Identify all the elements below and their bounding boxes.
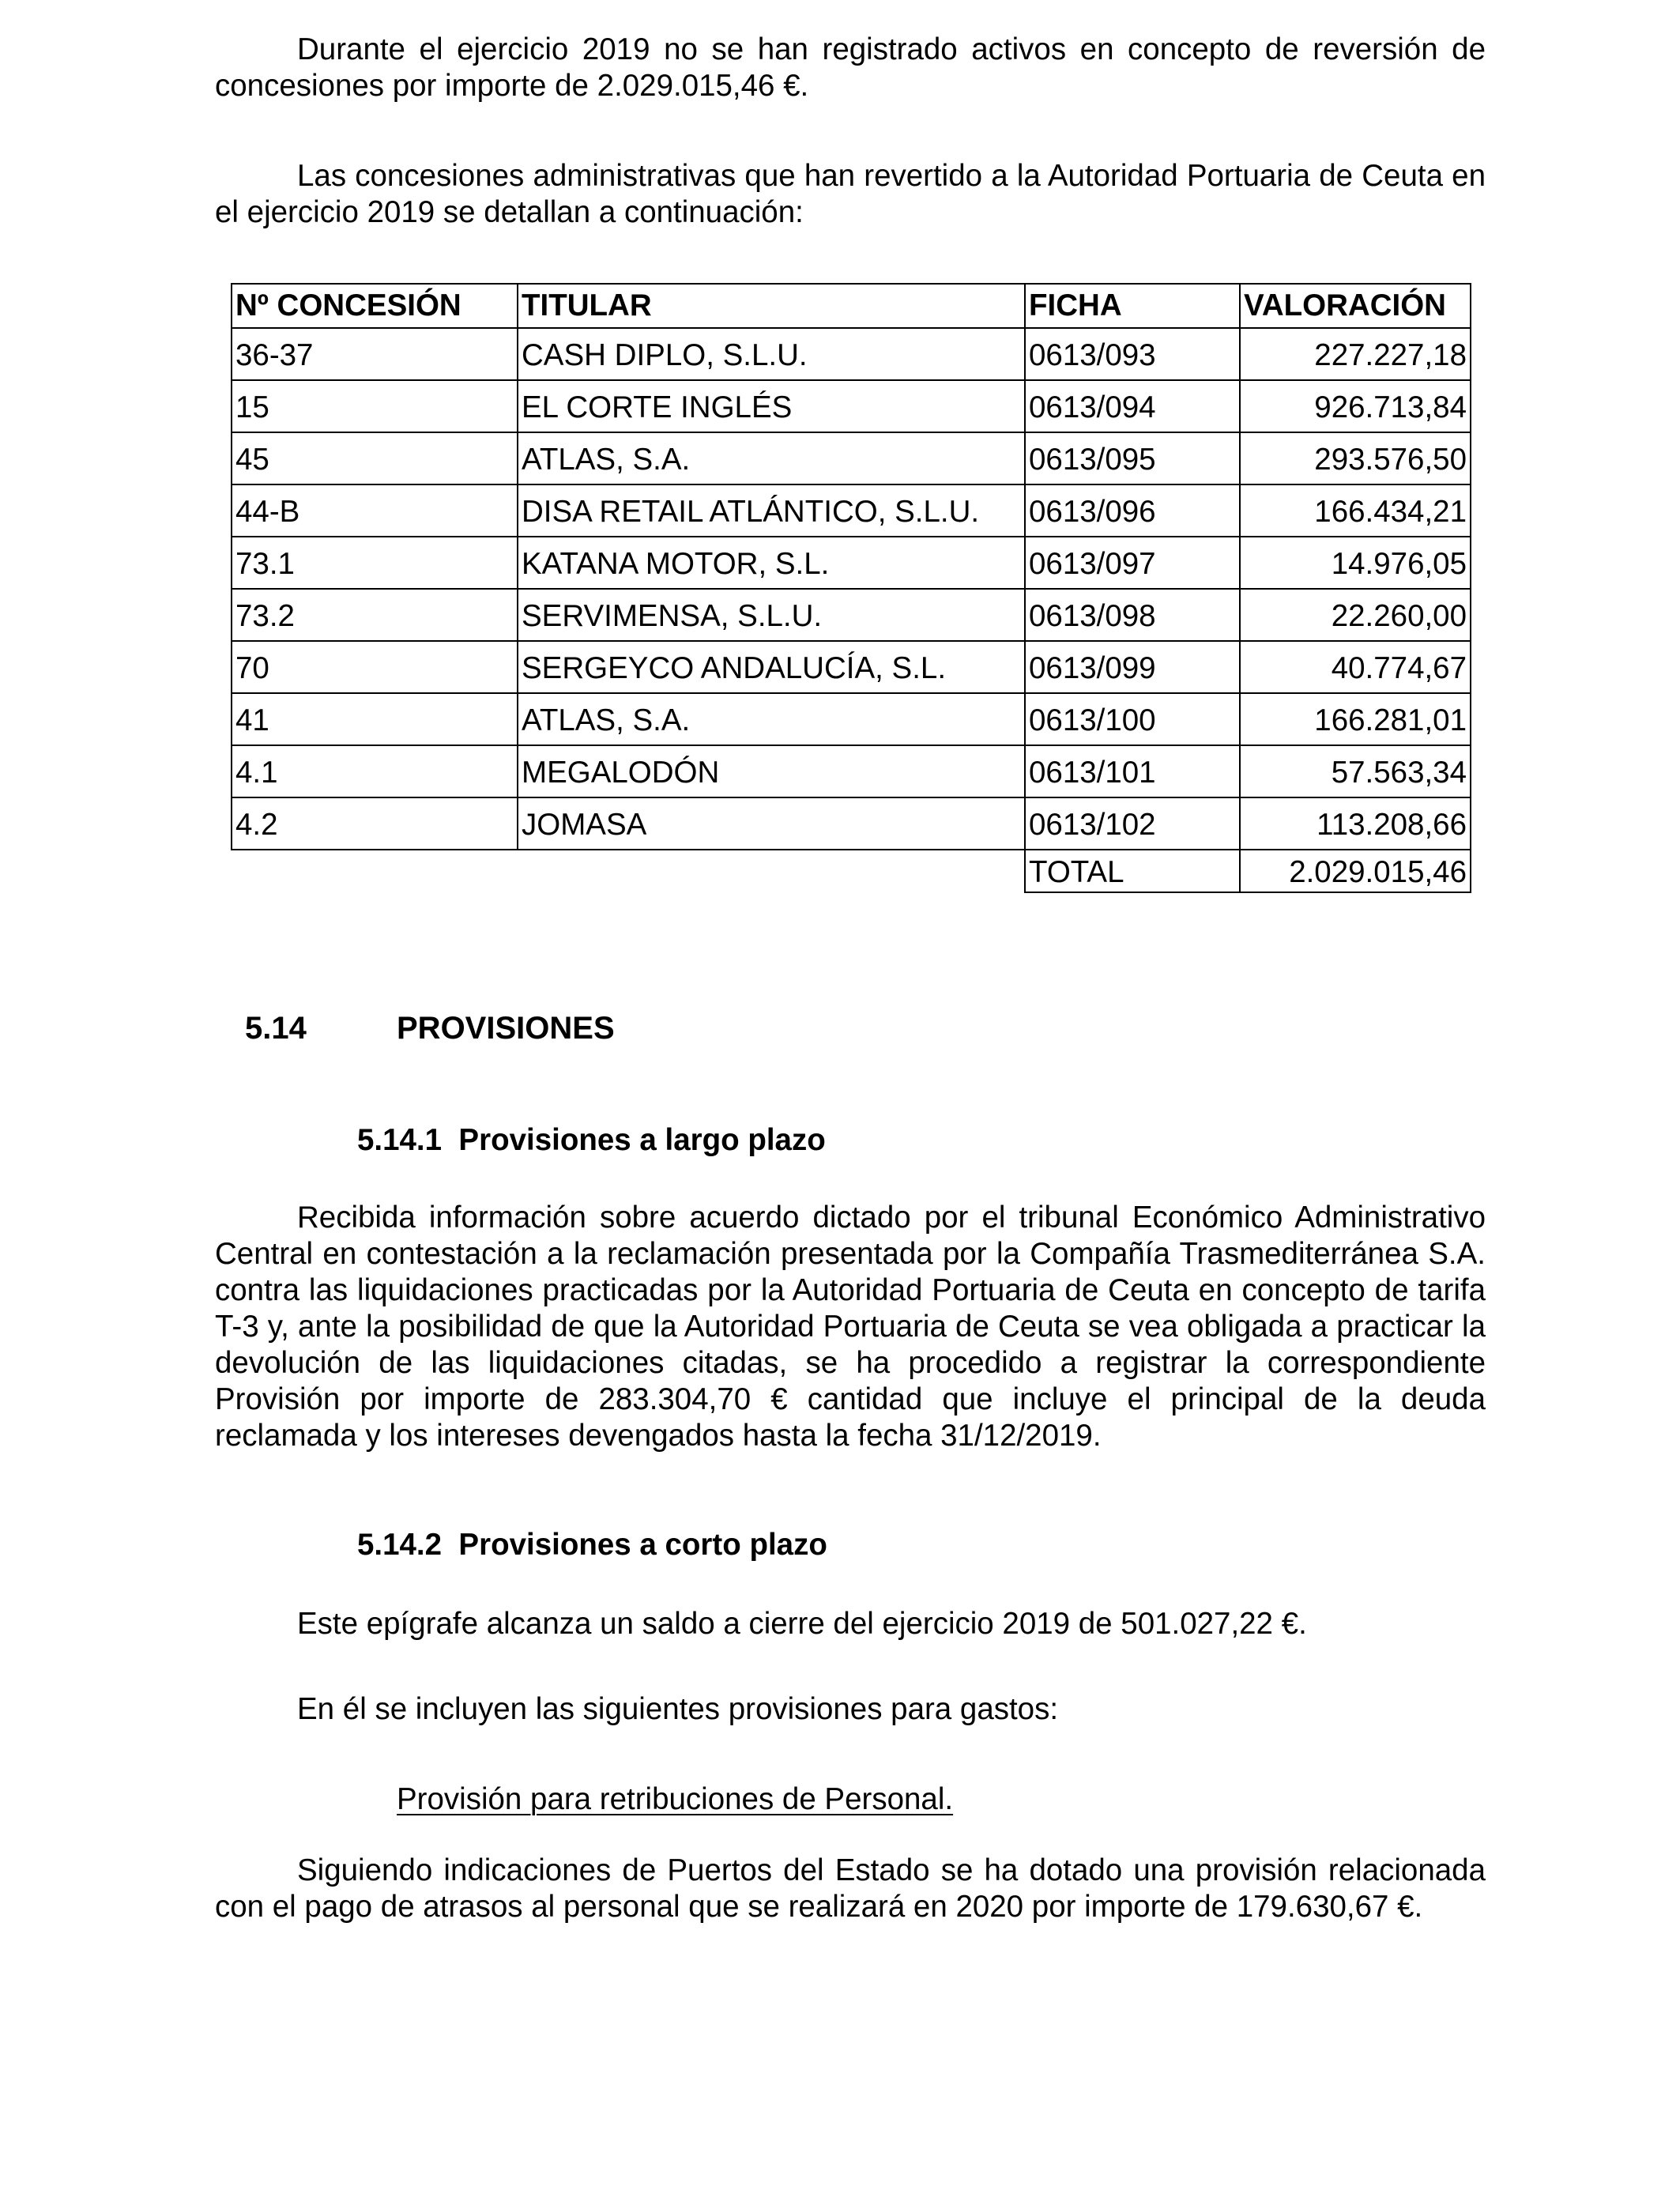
cell-titular: ATLAS, S.A. [518,432,1025,484]
cell-valoracion: 22.260,00 [1240,589,1471,641]
intro-paragraph-2-text: Las concesiones administrativas que han revertido a la Autoridad Portuaria de Ceuta en el ejercicio 2019 se detallan a continuación: [215,159,1486,229]
long-term-paragraph [215,1200,1486,1454]
cell-ficha: 0613/101 [1025,745,1240,797]
cell-ficha: 0613/099 [1025,641,1240,693]
table-row [232,537,1471,589]
cell-ficha: 0613/100 [1025,693,1240,745]
table-row [232,693,1471,745]
cell-valoracion: 926.713,84 [1240,380,1471,432]
cell-concesion: 73.2 [232,589,518,641]
cell-valoracion: 166.434,21 [1240,484,1471,537]
concessions-table [231,283,1471,893]
cell-concesion: 36-37 [232,328,518,380]
short-term-paragraph-1: Este epígrafe alcanza un saldo a cierre del ejercicio 2019 de 501.027,22 €. [297,1607,1307,1641]
section-number: 5.14 [245,1011,307,1046]
cell-ficha: 0613/096 [1025,484,1240,537]
cell-ficha: 0613/094 [1025,380,1240,432]
table-row [232,328,1471,380]
personnel-provision-subtitle: Provisión para retribuciones de Personal. [397,1782,954,1816]
table-row [232,797,1471,850]
subsection-heading-short-term: 5.14.2 Provisiones a corto plazo [357,1528,827,1562]
header-valoracion: VALORACIÓN [1240,284,1471,328]
total-empty-cell [232,850,518,892]
cell-ficha: 0613/097 [1025,537,1240,589]
subsection-heading-long-term: 5.14.1 Provisiones a largo plazo [357,1123,826,1157]
cell-concesion: 4.1 [232,745,518,797]
cell-titular: SERGEYCO ANDALUCÍA, S.L. [518,641,1025,693]
cell-concesion: 44-B [232,484,518,537]
section-title: PROVISIONES [397,1011,615,1046]
cell-concesion: 73.1 [232,537,518,589]
header-ficha: FICHA [1025,284,1240,328]
intro-paragraph-2 [215,158,1486,231]
short-term-paragraph-3 [215,1853,1486,1925]
cell-concesion: 70 [232,641,518,693]
header-titular: TITULAR [518,284,1025,328]
table-row [232,484,1471,537]
intro-paragraph-1 [215,32,1486,104]
cell-valoracion: 57.563,34 [1240,745,1471,797]
cell-ficha: 0613/093 [1025,328,1240,380]
cell-ficha: 0613/098 [1025,589,1240,641]
cell-titular: CASH DIPLO, S.L.U. [518,328,1025,380]
cell-ficha: 0613/102 [1025,797,1240,850]
cell-titular: MEGALODÓN [518,745,1025,797]
cell-concesion: 4.2 [232,797,518,850]
table-total-row [232,850,1471,892]
cell-valoracion: 40.774,67 [1240,641,1471,693]
total-empty-cell [518,850,1025,892]
cell-titular: EL CORTE INGLÉS [518,380,1025,432]
table-row [232,641,1471,693]
cell-valoracion: 166.281,01 [1240,693,1471,745]
cell-titular: DISA RETAIL ATLÁNTICO, S.L.U. [518,484,1025,537]
table-row [232,380,1471,432]
table-row [232,589,1471,641]
cell-concesion: 41 [232,693,518,745]
header-concesion: Nº CONCESIÓN [232,284,518,328]
cell-titular: JOMASA [518,797,1025,850]
total-value: 2.029.015,46 [1240,850,1471,892]
cell-titular: SERVIMENSA, S.L.U. [518,589,1025,641]
cell-valoracion: 113.208,66 [1240,797,1471,850]
cell-valoracion: 14.976,05 [1240,537,1471,589]
cell-titular: ATLAS, S.A. [518,693,1025,745]
table-row [232,432,1471,484]
cell-concesion: 15 [232,380,518,432]
short-term-paragraph-3-text: Siguiendo indicaciones de Puertos del Estado se ha dotado una provisión relacionada con el pago de atrasos al personal que se realizará en 2020 por importe de 179.630,67 €. [215,1853,1486,1924]
cell-concesion: 45 [232,432,518,484]
intro-paragraph-1-text: Durante el ejercicio 2019 no se han registrado activos en concepto de reversión de concesiones por importe de 2.029.015,46 €. [215,32,1486,103]
table-row [232,745,1471,797]
cell-valoracion: 227.227,18 [1240,328,1471,380]
table-header-row [232,284,1471,328]
cell-valoracion: 293.576,50 [1240,432,1471,484]
long-term-paragraph-text: Recibida información sobre acuerdo dictado por el tribunal Económico Administrativo Central en contestación a la reclamación presentada por la Compañía Trasmediterránea S.A. contra las liquidaciones practicadas por la Autoridad Portuaria de Ceuta en concepto de tarifa T-3 y, ante la posibilidad de que la Autoridad Portuaria de Ceuta se vea obligada a practicar la devolución de las liquidaciones citadas, se ha procedido a registrar la correspondiente Provisión por importe de 283.304,70 € cantidad que incluye el principal de la deuda reclamada y los intereses devengados hasta la fecha 31/12/2019. [215,1201,1486,1453]
cell-titular: KATANA MOTOR, S.L. [518,537,1025,589]
cell-ficha: 0613/095 [1025,432,1240,484]
short-term-paragraph-2: En él se incluyen las siguientes provisiones para gastos: [297,1692,1059,1726]
total-label: TOTAL [1025,850,1240,892]
